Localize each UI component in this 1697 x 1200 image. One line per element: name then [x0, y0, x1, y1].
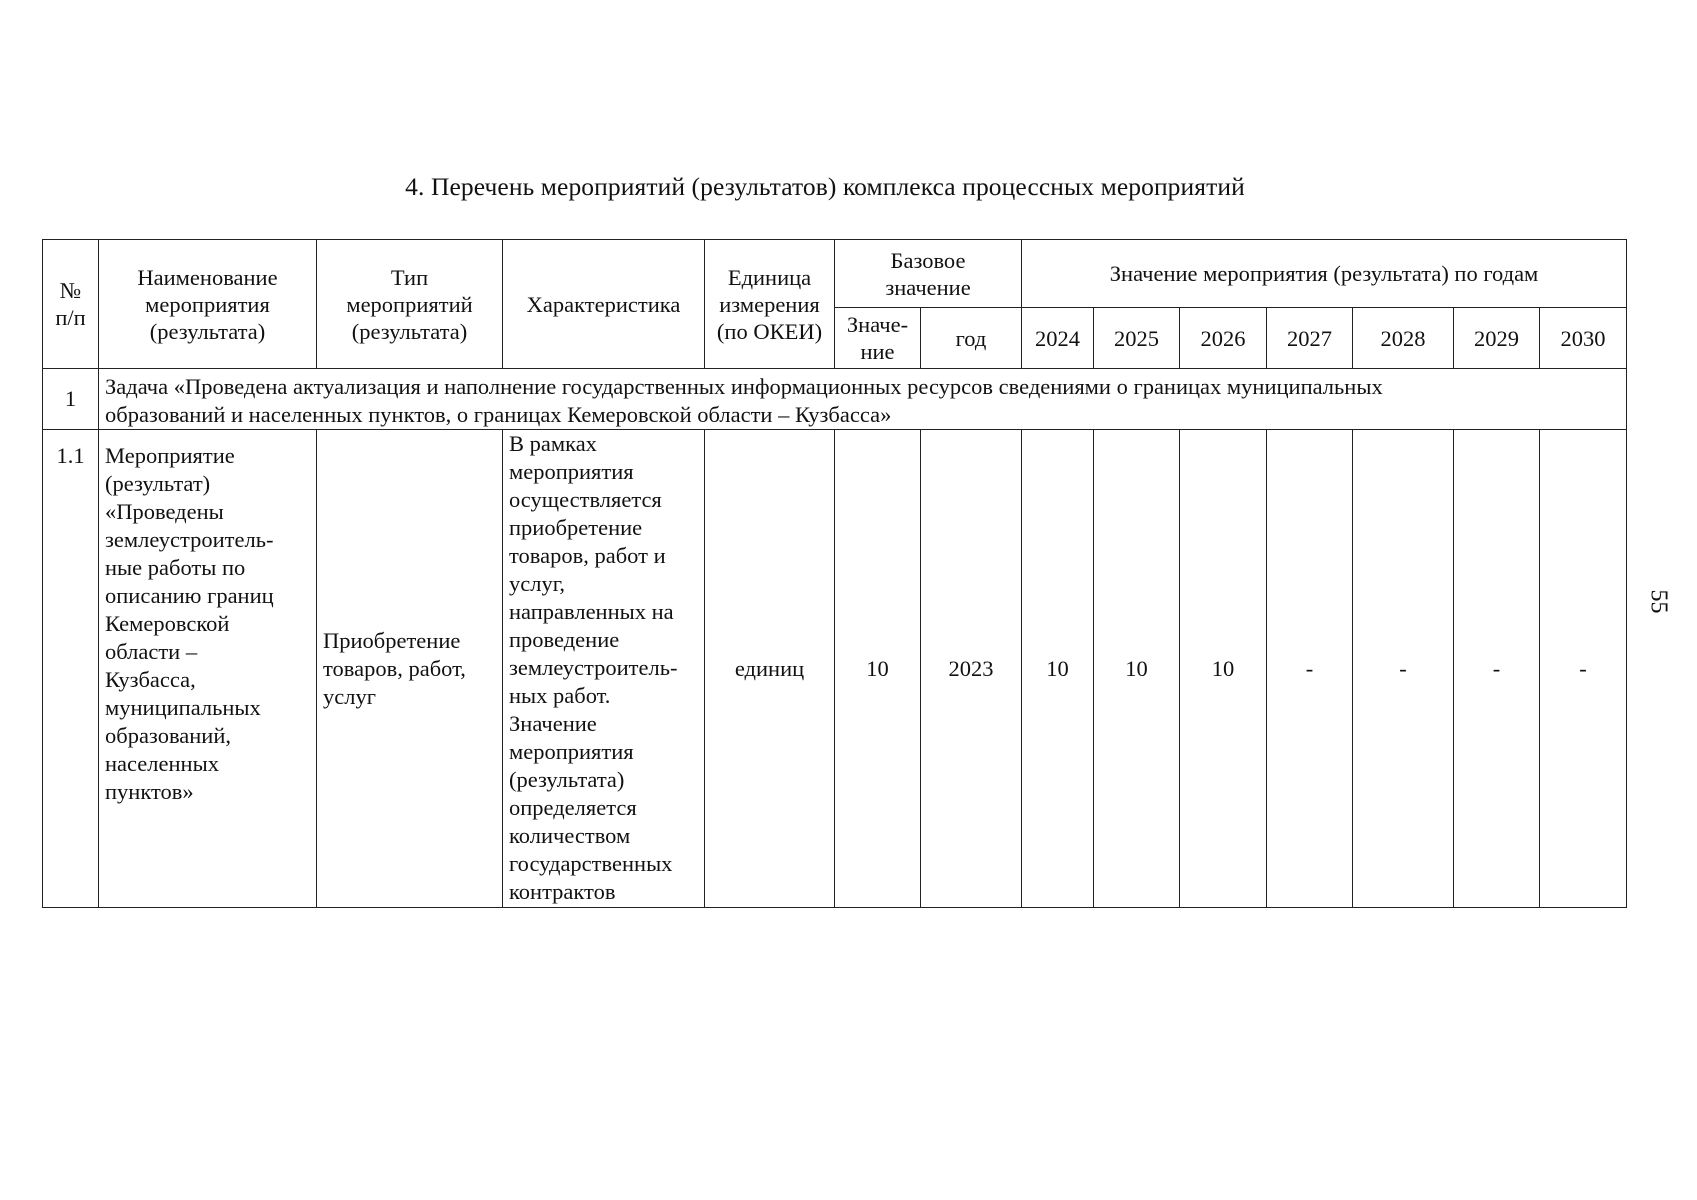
header-base-value: Значе- ние — [835, 308, 921, 369]
item-num: 1.1 — [43, 430, 99, 908]
item-year-value: - — [1540, 430, 1627, 908]
header-year: 2028 — [1353, 308, 1454, 369]
header-base: Базовое значение — [835, 240, 1022, 308]
header-year: 2027 — [1267, 308, 1353, 369]
item-unit: единиц — [705, 430, 835, 908]
item-base-year: 2023 — [921, 430, 1022, 908]
header-characteristic: Характеристика — [503, 240, 705, 369]
header-years-title: Значение мероприятия (результата) по годам — [1022, 240, 1627, 308]
item-year-value: - — [1454, 430, 1540, 908]
header-base-year: год — [921, 308, 1022, 369]
task-text: Задача «Проведена актуализация и наполнение государственных информационных ресурсов сведениями о границах муниципальных образований и населенных пунктов, о границах Кемеровской области – Кузбасса» — [99, 369, 1627, 430]
table-row — [43, 430, 1627, 908]
page-title: 4. Перечень мероприятий (результатов) комплекса процессных мероприятий — [405, 172, 1245, 201]
task-row — [43, 369, 1627, 430]
header-year: 2030 — [1540, 308, 1627, 369]
item-year-value: - — [1353, 430, 1454, 908]
header-num: № п/п — [43, 240, 99, 369]
item-base-value: 10 — [835, 430, 921, 908]
item-type: Приобретение товаров, работ, услуг — [317, 430, 503, 908]
page-number: 55 — [1645, 589, 1672, 614]
item-year-value: 10 — [1022, 430, 1094, 908]
header-year: 2025 — [1094, 308, 1180, 369]
header-name: Наименование мероприятия (результата) — [99, 240, 317, 369]
header-unit: Единица измерения (по ОКЕИ) — [705, 240, 835, 369]
header-year: 2026 — [1180, 308, 1267, 369]
item-year-value: 10 — [1180, 430, 1267, 908]
item-year-value: - — [1267, 430, 1353, 908]
item-name: Мероприятие (результат) «Проведены землеустроитель- ные работы по описанию границ Кемеровской области – Кузбасса, муниципальных образований, населенных пунктов» — [99, 430, 317, 908]
task-num: 1 — [43, 369, 99, 430]
header-row-1 — [43, 240, 1627, 308]
item-characteristic: В рамках мероприятия осуществляется приобретение товаров, работ и услуг, направленных на проведение землеустроитель- ных работ. Значение мероприятия (результата) определяется количеством государственных контрактов — [503, 430, 705, 908]
header-year: 2024 — [1022, 308, 1094, 369]
item-year-value: 10 — [1094, 430, 1180, 908]
header-type: Тип мероприятий (результата) — [317, 240, 503, 369]
header-year: 2029 — [1454, 308, 1540, 369]
activities-table — [42, 239, 1627, 908]
